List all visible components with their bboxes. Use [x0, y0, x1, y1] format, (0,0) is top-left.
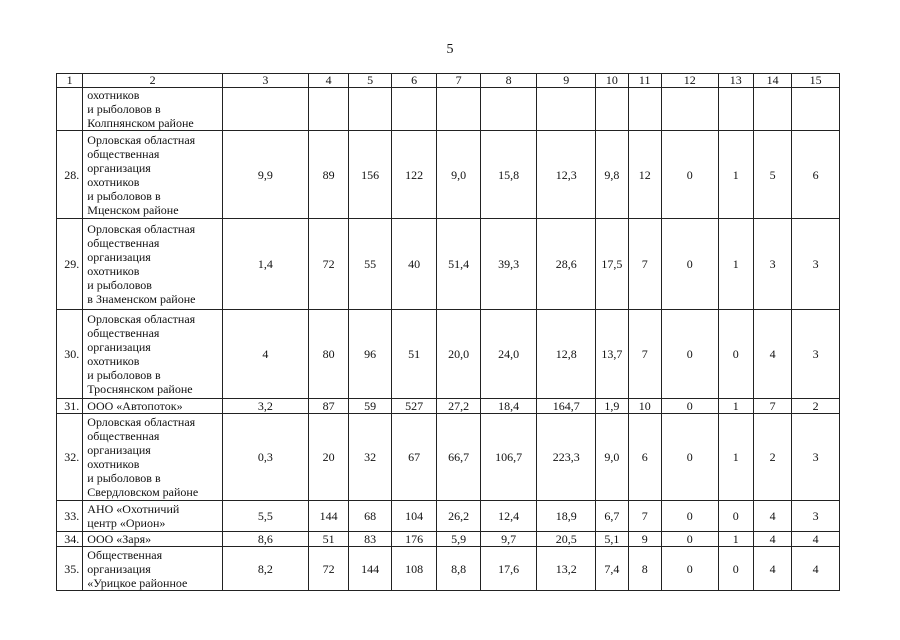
cell-col-14: 4 [753, 532, 791, 547]
cell-col-11: 12 [628, 131, 661, 219]
cell-col-9: 223,3 [537, 414, 596, 501]
cell-col-13: 0 [718, 310, 753, 399]
cell-col-5: 55 [349, 219, 391, 310]
cell-col-3: 3,2 [222, 399, 308, 414]
cell-col-15: 3 [792, 414, 840, 501]
cell-col-4: 72 [308, 219, 348, 310]
cell-col-12: 0 [661, 219, 718, 310]
cell-col-10: 9,8 [596, 131, 628, 219]
column-header-13: 13 [718, 74, 753, 88]
cell-col-15: 2 [792, 399, 840, 414]
cell-col-5: 32 [349, 414, 391, 501]
cell-col-7: 26,2 [437, 501, 481, 532]
column-header-5: 5 [349, 74, 391, 88]
column-header-6: 6 [391, 74, 437, 88]
header-row [57, 74, 840, 88]
cell-col-10: 7,4 [596, 547, 628, 591]
cell-col-11: 7 [628, 219, 661, 310]
table-row [57, 310, 840, 399]
column-header-9: 9 [537, 74, 596, 88]
cell-col-13: 1 [718, 414, 753, 501]
organization-name: ООО «Автопоток» [83, 399, 223, 414]
table-row [57, 399, 840, 414]
cell-col-3: 0,3 [222, 414, 308, 501]
cell-col-14: 4 [753, 547, 791, 591]
cell-col-6: 176 [391, 532, 437, 547]
cell-col-13: 1 [718, 131, 753, 219]
column-header-2: 2 [83, 74, 223, 88]
cell-col-14: 3 [753, 219, 791, 310]
cell-col-15: 4 [792, 547, 840, 591]
cell-col-6: 104 [391, 501, 437, 532]
cell-col-9: 20,5 [537, 532, 596, 547]
column-header-8: 8 [480, 74, 537, 88]
table-row [57, 532, 840, 547]
cell-col-4: 51 [308, 532, 348, 547]
row-number: 33. [57, 501, 83, 532]
organization-name: Общественная организация «Урицкое районное [83, 547, 223, 591]
cell-col-10: 5,1 [596, 532, 628, 547]
cell-col-5: 83 [349, 532, 391, 547]
cell-col-3: 8,6 [222, 532, 308, 547]
cell-col-15: 6 [792, 131, 840, 219]
column-header-4: 4 [308, 74, 348, 88]
cell-col-7: 9,0 [437, 131, 481, 219]
cell-col-6: 122 [391, 131, 437, 219]
cell-col-14: 5 [753, 131, 791, 219]
cell-col-11: 7 [628, 310, 661, 399]
row-number: 31. [57, 399, 83, 414]
cell-col-13: 0 [718, 501, 753, 532]
cell-col-5: 96 [349, 310, 391, 399]
cell-col-5 [349, 88, 391, 131]
cell-col-11: 9 [628, 532, 661, 547]
organization-name: ООО «Заря» [83, 532, 223, 547]
cell-col-12 [661, 88, 718, 131]
cell-col-12: 0 [661, 399, 718, 414]
cell-col-8: 24,0 [480, 310, 537, 399]
cell-col-6: 40 [391, 219, 437, 310]
column-header-14: 14 [753, 74, 791, 88]
cell-col-7: 27,2 [437, 399, 481, 414]
cell-col-7: 20,0 [437, 310, 481, 399]
cell-col-5: 68 [349, 501, 391, 532]
cell-col-13: 1 [718, 399, 753, 414]
cell-col-6 [391, 88, 437, 131]
cell-col-3 [222, 88, 308, 131]
cell-col-9: 28,6 [537, 219, 596, 310]
data-table [56, 73, 840, 591]
cell-col-15: 3 [792, 310, 840, 399]
table-row [57, 547, 840, 591]
cell-col-7: 66,7 [437, 414, 481, 501]
table-row [57, 88, 840, 131]
table-row [57, 219, 840, 310]
cell-col-7: 8,8 [437, 547, 481, 591]
cell-col-4: 20 [308, 414, 348, 501]
cell-col-6: 527 [391, 399, 437, 414]
organization-name: Орловская областная общественная организация охотников и рыболовов в Свердловском районе [83, 414, 223, 501]
cell-col-12: 0 [661, 501, 718, 532]
cell-col-4 [308, 88, 348, 131]
cell-col-7 [437, 88, 481, 131]
cell-col-14: 4 [753, 310, 791, 399]
cell-col-9: 12,8 [537, 310, 596, 399]
cell-col-4: 89 [308, 131, 348, 219]
cell-col-15: 3 [792, 501, 840, 532]
cell-col-14 [753, 88, 791, 131]
cell-col-9 [537, 88, 596, 131]
table-row [57, 414, 840, 501]
cell-col-12: 0 [661, 547, 718, 591]
cell-col-3: 5,5 [222, 501, 308, 532]
row-number: 35. [57, 547, 83, 591]
table-row [57, 131, 840, 219]
cell-col-15: 4 [792, 532, 840, 547]
cell-col-3: 8,2 [222, 547, 308, 591]
column-header-3: 3 [222, 74, 308, 88]
organization-name: Орловская областная общественная организация охотников и рыболовов в Знаменском районе [83, 219, 223, 310]
cell-col-10: 9,0 [596, 414, 628, 501]
organization-name: АНО «Охотничий центр «Орион» [83, 501, 223, 532]
cell-col-13: 0 [718, 547, 753, 591]
column-header-1: 1 [57, 74, 83, 88]
organization-name: охотников и рыболовов в Колпнянском районе [83, 88, 223, 131]
cell-col-4: 72 [308, 547, 348, 591]
row-number: 30. [57, 310, 83, 399]
cell-col-5: 156 [349, 131, 391, 219]
cell-col-5: 59 [349, 399, 391, 414]
row-number: 34. [57, 532, 83, 547]
cell-col-7: 5,9 [437, 532, 481, 547]
cell-col-6: 51 [391, 310, 437, 399]
cell-col-10: 17,5 [596, 219, 628, 310]
row-number: 28. [57, 131, 83, 219]
cell-col-13 [718, 88, 753, 131]
cell-col-8: 15,8 [480, 131, 537, 219]
cell-col-11: 8 [628, 547, 661, 591]
row-number [57, 88, 83, 131]
column-header-12: 12 [661, 74, 718, 88]
cell-col-10: 1,9 [596, 399, 628, 414]
cell-col-10: 13,7 [596, 310, 628, 399]
cell-col-12: 0 [661, 310, 718, 399]
table-row [57, 501, 840, 532]
cell-col-11: 7 [628, 501, 661, 532]
cell-col-9: 18,9 [537, 501, 596, 532]
column-header-15: 15 [792, 74, 840, 88]
cell-col-12: 0 [661, 414, 718, 501]
cell-col-8: 106,7 [480, 414, 537, 501]
cell-col-10 [596, 88, 628, 131]
row-number: 32. [57, 414, 83, 501]
organization-name: Орловская областная общественная организация охотников и рыболовов в Мценском районе [83, 131, 223, 219]
cell-col-4: 144 [308, 501, 348, 532]
cell-col-11 [628, 88, 661, 131]
cell-col-3: 1,4 [222, 219, 308, 310]
column-header-10: 10 [596, 74, 628, 88]
cell-col-7: 51,4 [437, 219, 481, 310]
cell-col-8: 17,6 [480, 547, 537, 591]
cell-col-5: 144 [349, 547, 391, 591]
cell-col-6: 108 [391, 547, 437, 591]
cell-col-9: 13,2 [537, 547, 596, 591]
organization-name: Орловская областная общественная организация охотников и рыболовов в Троснянском районе [83, 310, 223, 399]
row-number: 29. [57, 219, 83, 310]
cell-col-6: 67 [391, 414, 437, 501]
page-number: 5 [446, 42, 454, 57]
cell-col-15: 3 [792, 219, 840, 310]
cell-col-13: 1 [718, 219, 753, 310]
cell-col-14: 2 [753, 414, 791, 501]
column-header-7: 7 [437, 74, 481, 88]
cell-col-9: 12,3 [537, 131, 596, 219]
cell-col-11: 10 [628, 399, 661, 414]
cell-col-9: 164,7 [537, 399, 596, 414]
cell-col-15 [792, 88, 840, 131]
cell-col-4: 80 [308, 310, 348, 399]
cell-col-8: 12,4 [480, 501, 537, 532]
cell-col-3: 4 [222, 310, 308, 399]
cell-col-11: 6 [628, 414, 661, 501]
cell-col-8: 18,4 [480, 399, 537, 414]
cell-col-3: 9,9 [222, 131, 308, 219]
cell-col-12: 0 [661, 532, 718, 547]
cell-col-12: 0 [661, 131, 718, 219]
cell-col-10: 6,7 [596, 501, 628, 532]
cell-col-13: 1 [718, 532, 753, 547]
cell-col-4: 87 [308, 399, 348, 414]
cell-col-14: 4 [753, 501, 791, 532]
cell-col-8: 39,3 [480, 219, 537, 310]
column-header-11: 11 [628, 74, 661, 88]
cell-col-8: 9,7 [480, 532, 537, 547]
cell-col-8 [480, 88, 537, 131]
cell-col-14: 7 [753, 399, 791, 414]
